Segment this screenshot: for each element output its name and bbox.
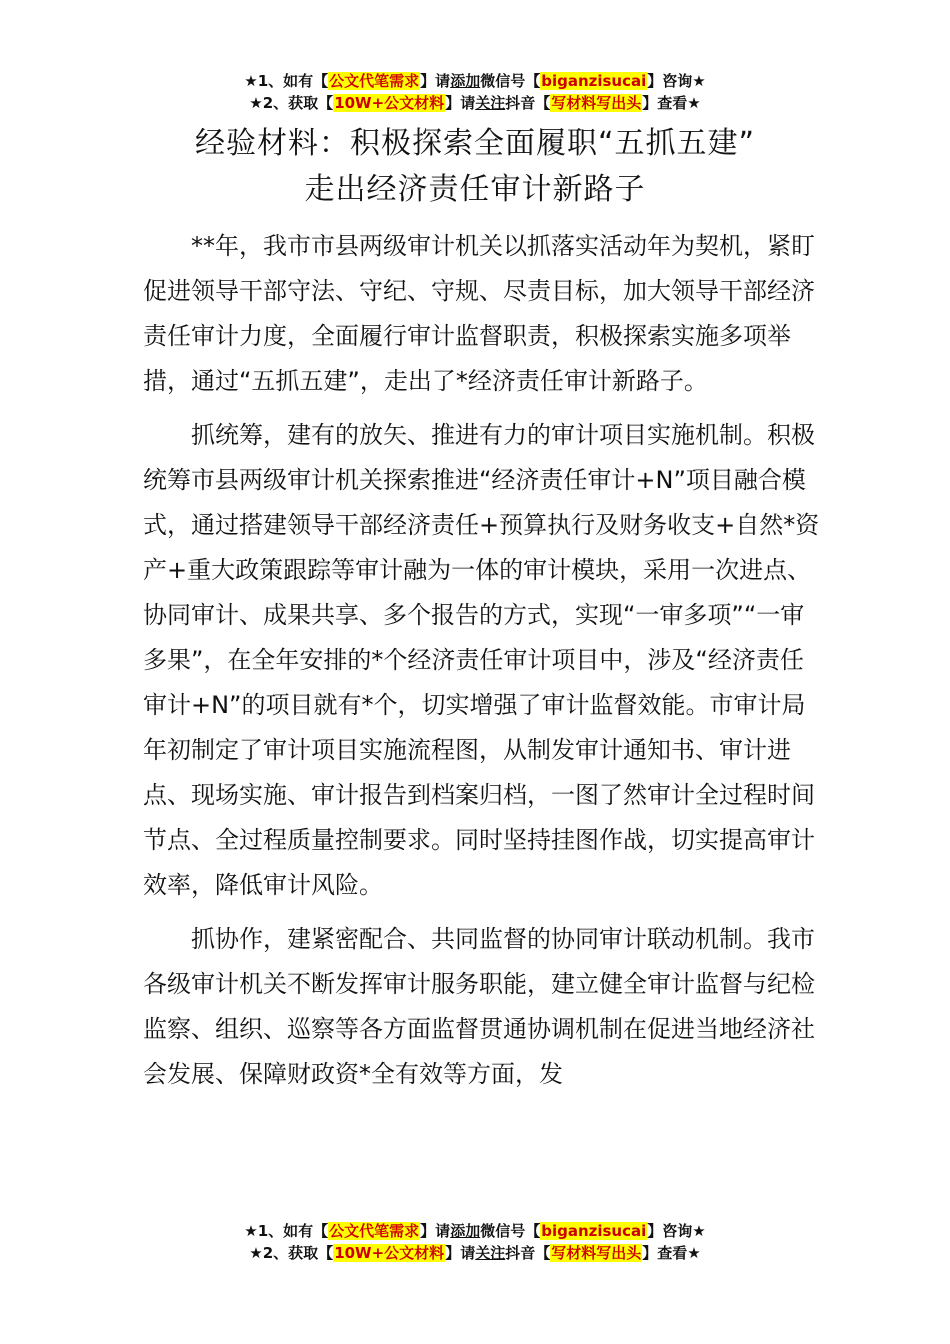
- banner-emphasis: 关注: [475, 94, 506, 112]
- banner-text: 】请: [420, 72, 451, 90]
- banner-emphasis: 添加: [450, 1222, 481, 1240]
- banner-text: ★1、如有【: [244, 1222, 329, 1240]
- paragraph: 抓统筹，建有的放矢、推进有力的审计项目实施机制。积极统筹市县两级审计机关探索推进“经济责任审计+N”项目融合模式，通过搭建领导干部经济责任+预算执行及财务收支+自然*资产+重大政策跟踪等审计融为一体的审计模块，采用一次进点、协同审计、成果共享、多个报告的方式，实现“一审多项”“一审多果”，在全年安排的*个经济责任审计项目中，涉及“经济责任审计+N”的项目就有*个，切实增强了审计监督效能。市审计局年初制定了审计项目实施流程图，从制发审计通知书、审计进点、现场实施、审计报告到档案归档，一图了然审计全过程时间节点、全过程质量控制要求。同时坚持挂图作战，切实提高审计效率，降低审计风险。: [143, 421, 820, 899]
- highlight-wechat-id: biganzisucai: [541, 1222, 647, 1240]
- title-line-2: 走出经济责任审计新路子: [304, 172, 646, 207]
- highlight-wechat-id: biganzisucai: [541, 72, 647, 90]
- banner-line-2: [0, 92, 950, 114]
- banner-text: 】咨询★: [647, 1222, 706, 1240]
- highlight-douyin: 写材料写出头: [551, 94, 642, 112]
- banner-text: 微信号【: [480, 1222, 541, 1240]
- highlight-douyin: 写材料写出头: [551, 1244, 642, 1262]
- banner-emphasis: 关注: [475, 1244, 506, 1262]
- document-title: [0, 121, 950, 213]
- banner-line-1: [0, 70, 950, 92]
- banner-line-1: [0, 1220, 950, 1242]
- paragraph: **年，我市市县两级审计机关以抓落实活动年为契机，紧盯促进领导干部守法、守纪、守规、尽责目标，加大领导干部经济责任审计力度，全面履行审计监督职责，积极探索实施多项举措，通过“五抓五建”，走出了*经济责任审计新路子。: [143, 232, 815, 395]
- footer-banner: [0, 1220, 950, 1264]
- banner-text: 】请: [420, 1222, 451, 1240]
- highlight-service: 公文代笔需求: [329, 1222, 420, 1240]
- banner-emphasis: 添加: [450, 72, 481, 90]
- banner-text: 】请: [445, 1244, 476, 1262]
- banner-text: ★2、获取【: [249, 1244, 334, 1262]
- banner-text: 】查看★: [642, 1244, 701, 1262]
- banner-text: 】查看★: [642, 94, 701, 112]
- highlight-materials: 10W+公文材料: [334, 1244, 445, 1262]
- highlight-service: 公文代笔需求: [329, 72, 420, 90]
- paragraph: 抓协作，建紧密配合、共同监督的协同审计联动机制。我市各级审计机关不断发挥审计服务职能，建立健全审计监督与纪检监察、组织、巡察等各方面监督贯通协调机制在促进当地经济社会发展、保障财政资*全有效等方面，发: [143, 925, 815, 1088]
- banner-text: 抖音【: [505, 94, 551, 112]
- banner-text: 抖音【: [505, 1244, 551, 1262]
- banner-text: 】咨询★: [647, 72, 706, 90]
- banner-text: 】请: [445, 94, 476, 112]
- header-banner: [0, 70, 950, 114]
- highlight-materials: 10W+公文材料: [334, 94, 445, 112]
- banner-text: 微信号【: [480, 72, 541, 90]
- document-body: [143, 224, 823, 1106]
- title-line-1: 经验材料：积极探索全面履职“五抓五建”: [194, 126, 756, 161]
- banner-line-2: [0, 1242, 950, 1264]
- banner-text: ★1、如有【: [244, 72, 329, 90]
- banner-text: ★2、获取【: [249, 94, 334, 112]
